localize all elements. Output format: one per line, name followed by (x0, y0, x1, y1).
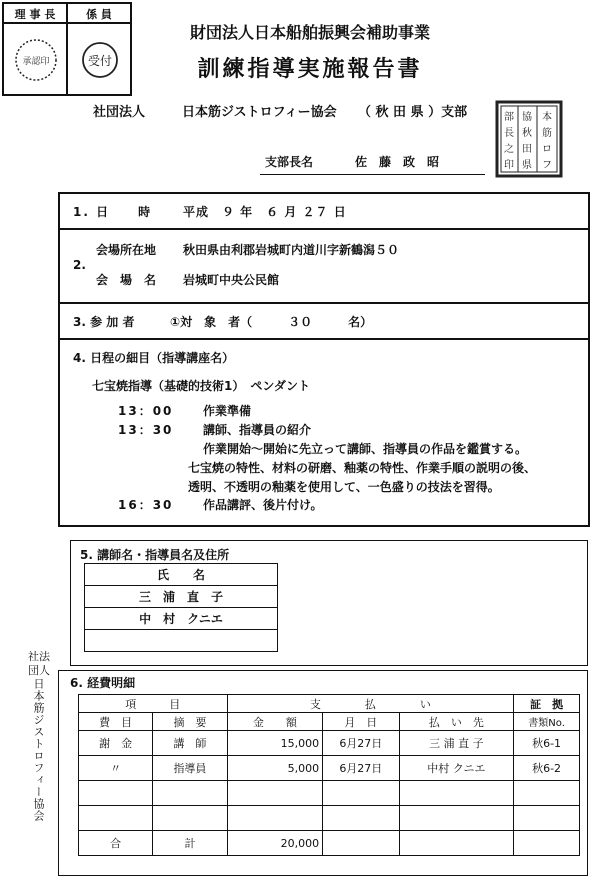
svg-text:受付: 受付 (87, 54, 113, 68)
org-prefix: 社団法人 (93, 105, 146, 120)
svg-text:筋: 筋 (542, 128, 552, 139)
row-date: 6月27日 (323, 731, 399, 756)
schedule-detail-1: 作業開始～開始に先立って講師、指導員の作品を鑑賞する。 (203, 442, 528, 456)
header-doc-no: 書類No. (514, 713, 580, 731)
venue-name: 岩城町中央公民館 (183, 273, 280, 287)
row-cost (79, 806, 153, 831)
schedule-time-2: 13：30 (118, 423, 174, 437)
header-summary: 摘 要 (153, 713, 227, 731)
svg-text:承認印: 承認印 (22, 57, 50, 67)
side-note-line2: 団人 (28, 664, 50, 677)
row-date (323, 781, 399, 806)
director-seal-icon (12, 28, 60, 90)
schedule-detail-3: 透明、不透明の釉薬を使用して、一色盛りの技法を習得。 (188, 480, 500, 494)
svg-text:田: 田 (522, 144, 532, 155)
row-date: 6月27日 (323, 756, 399, 781)
header-cost: 費 目 (79, 713, 153, 731)
branch-head-name: 佐 藤 政 昭 (355, 155, 440, 169)
row-summary (153, 806, 227, 831)
row-amount: 5,000 (227, 756, 323, 781)
svg-text:部: 部 (504, 112, 514, 123)
participants-value: ①対 象 者（ ３０ 名） (170, 315, 373, 329)
staff-seal-icon (76, 30, 124, 88)
org-branch: （ 秋 田 県 ）支部 (358, 105, 468, 120)
table-row (79, 731, 580, 756)
header-amount: 金 額 (227, 713, 323, 731)
table-row (79, 756, 580, 781)
row-payee: 三 浦 直 子 (399, 731, 514, 756)
divider-1 (58, 228, 590, 230)
instructors-table (84, 563, 278, 652)
venue-name-label: 会 場 名 (96, 273, 157, 287)
row-cost: 謝 金 (79, 731, 153, 756)
svg-text:県: 県 (522, 160, 532, 171)
row-cost: 〃 (79, 756, 153, 781)
venue-address-label: 会場所在地 (96, 243, 157, 257)
instructor-name-1: 三 浦 直 子 (85, 586, 278, 608)
total-amount: 20,000 (227, 831, 323, 856)
branch-head-label: 支部長名 (265, 155, 314, 169)
date-value: 平成 ９ 年 ６ 月 ２７ 日 (183, 205, 347, 219)
svg-text:長: 長 (504, 128, 514, 139)
header-date: 月 日 (323, 713, 399, 731)
expenses-table (78, 694, 580, 856)
total-row (79, 831, 580, 856)
row-doc-no (514, 781, 580, 806)
divider-3 (58, 338, 590, 340)
row-doc-no (514, 806, 580, 831)
svg-text:之: 之 (504, 144, 514, 155)
schedule-label: 4. 日程の細目（指導講座名） (73, 351, 235, 365)
svg-text:フ: フ (542, 160, 552, 171)
date-label: 1. 日 時 (73, 205, 153, 219)
org-name: 日本筋ジストロフィー協会 (182, 105, 337, 120)
venue-address: 秋田県由利郡岩城町内道川字新鶴潟５０ (183, 243, 400, 257)
row-cost (79, 781, 153, 806)
expenses-label: 6. 経費明細 (70, 676, 136, 690)
participants-label: 3. 参 加 者 (73, 315, 135, 329)
side-note-vertical: 日本筋ジストロフィー協会 (32, 678, 45, 822)
row-doc-no: 秋6-2 (514, 756, 580, 781)
approval-box (2, 2, 132, 96)
table-row (79, 806, 580, 831)
branch-seal-icon (495, 100, 563, 178)
table-row (79, 781, 580, 806)
row-date (323, 806, 399, 831)
row-summary (153, 781, 227, 806)
schedule-text-2: 講師、指導員の紹介 (203, 423, 312, 437)
total-label-2: 計 (153, 831, 227, 856)
schedule-time-3: 16：30 (118, 498, 174, 512)
instructors-label: 5. 講師名・指導員名及住所 (80, 548, 230, 562)
row-summary: 講 師 (153, 731, 227, 756)
schedule-text-3: 作品講評、後片付け。 (203, 498, 323, 512)
org-line: 財団法人日本船舶振興会補助事業 (189, 23, 430, 42)
row-summary: 指導員 (153, 756, 227, 781)
divider-2 (58, 302, 590, 304)
row-amount (227, 781, 323, 806)
svg-text:本: 本 (542, 112, 552, 123)
schedule-text-1: 作業準備 (203, 404, 252, 418)
instructor-name-3 (85, 630, 278, 652)
row-amount (227, 806, 323, 831)
header-evidence: 証 拠 (514, 695, 580, 713)
approval-label-staff: 係 員 (86, 8, 112, 21)
branch-head-underline (260, 174, 485, 175)
page-title: 訓練指導実施報告書 (197, 56, 423, 82)
schedule-time-1: 13：00 (118, 404, 174, 418)
svg-text:印: 印 (504, 160, 514, 171)
row-payee: 中村 クニエ (399, 756, 514, 781)
row-payee (399, 781, 514, 806)
header-payment: 支 払 い (227, 695, 514, 713)
header-payee: 払 い 先 (399, 713, 514, 731)
svg-text:協: 協 (522, 112, 532, 123)
total-label-1: 合 (79, 831, 153, 856)
side-note-line1: 社法 (28, 650, 50, 663)
row-doc-no: 秋6-1 (514, 731, 580, 756)
header-item: 項 目 (79, 695, 228, 713)
approval-label-director: 理 事 長 (14, 8, 56, 21)
course-name: 七宝焼指導（基礎的技術1） ペンダント (92, 379, 310, 393)
svg-text:ロ: ロ (542, 144, 552, 155)
row-amount: 15,000 (227, 731, 323, 756)
row-payee (399, 806, 514, 831)
instructor-name-2: 中 村 クニエ (85, 608, 278, 630)
instructors-column-header: 氏 名 (85, 564, 278, 586)
schedule-detail-2: 七宝焼の特性、材料の研磨、釉薬の特性、作業手順の説明の後、 (188, 461, 537, 475)
svg-text:秋: 秋 (522, 128, 532, 139)
venue-section-number: 2. (73, 258, 86, 272)
